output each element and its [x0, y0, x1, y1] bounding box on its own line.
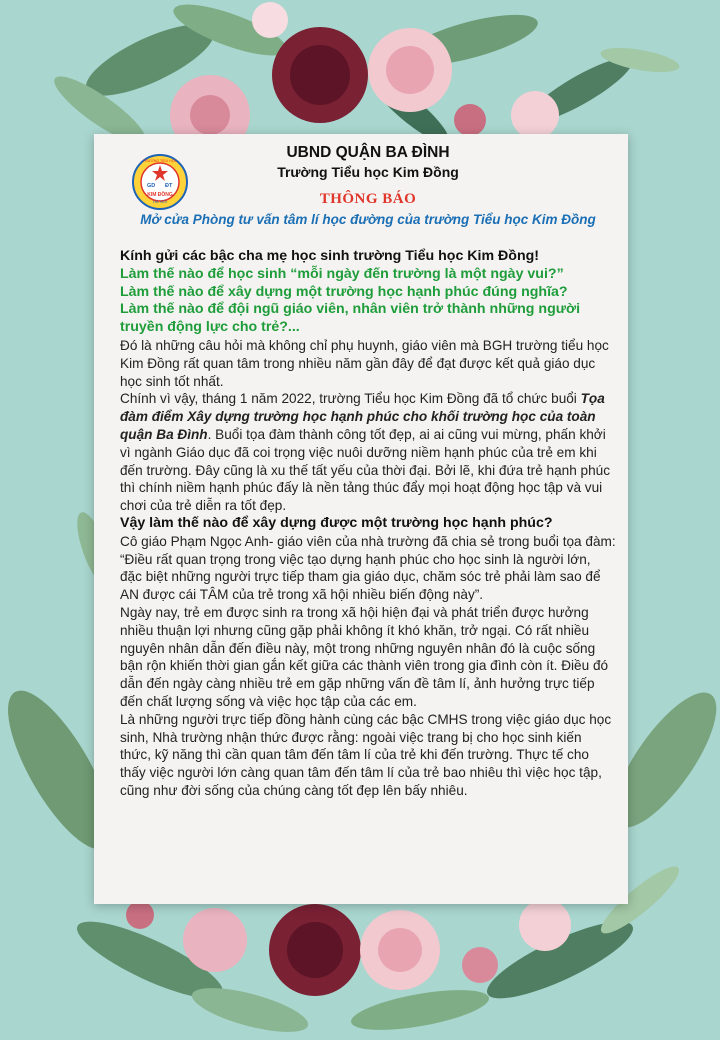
greeting: Kính gửi các bậc cha mẹ học sinh trường Tiểu học Kim Đồng!: [120, 248, 540, 264]
notice-label: THÔNG BÁO: [319, 191, 417, 207]
paragraph-4: Ngày nay, trẻ em được sinh ra trong xã hội hiện đại và phát triển được hưởng nhiều thuận lợi nhưng cũng gặp phải không ít khó khăn, trở ngại. Có rất nhiều nguyên nhân dẫn đến điều này, một trong những nguyên nhân đó là cuộc sống bận rộn khiến thời gian gắn kết giữa các thành viên trong gia đình còn ít. Điều đó dẫn đến ngày càng nhiều trẻ em gặp những vấn đề tâm lí, ảnh hưởng trực tiếp đến chất lượng sống và việc học tập của các em.: [120, 604, 609, 709]
logo-place-text: HÀ NỘI: [153, 199, 167, 204]
paragraph-5: Là những người trực tiếp đồng hành cùng các bậc CMHS trong việc giáo dục học sinh, Nhà trường nhận thức được rằng: ngoài việc trang bị cho học sinh kiến thức, kỹ năng thì cần quan tâm đến tâm lí của trẻ khi đến trường. Thực tế cho thấy việc người lớn càng quan tâm đến tâm lí của trẻ bao nhiêu thì việc học tập, cũng như đời sống của chúng càng tốt đẹp lên bấy nhiêu.: [120, 711, 612, 798]
question-1: Làm thế nào để học sinh “mỗi ngày đến trường là một ngày vui?”: [120, 265, 564, 282]
paragraph-2-end: . Buổi tọa đàm thành công tốt đẹp, ai ai cũng vui mừng, phấn khởi vì ngành Giáo dục đã coi trọng việc nuôi dưỡng niềm hạnh phúc của trẻ em khi đến trường. Đây cũng là xu thế tất yếu của thời đại. Bởi lẽ, khi đứa trẻ hạnh phúc thì chính niềm hạnh phúc đấy là nền tảng thúc đẩy mọi hoạt động học tập và vui chơi của trẻ diễn ra tốt đẹp.: [120, 426, 611, 514]
logo-right-letters: ĐT: [165, 183, 173, 189]
school-name: Trường Tiểu học Kim Đồng: [277, 164, 459, 180]
notice-subtitle: Mở cửa Phòng tư vấn tâm lí học đường của trường Tiểu học Kim Đồng: [140, 212, 596, 227]
paragraph-3: Cô giáo Phạm Ngọc Anh- giáo viên của nhà trường đã chia sẻ trong buổi tọa đàm: “Điều rất quan trọng trong việc tạo dựng hạnh phúc cho học sinh là người lớn, đặc biệt những người trực tiếp tham gia giáo dục, chăm sóc trẻ phải làm sao để AN được cái TÂM của trẻ trong xã hội nhiều biến động này”.: [120, 533, 616, 603]
question-2: Làm thế nào để xây dựng một trường học hạnh phúc đúng nghĩa?: [120, 283, 568, 300]
section-heading: Vậy làm thế nào để xây dựng được một trường học hạnh phúc?: [120, 514, 553, 531]
notice-header: [120, 144, 616, 248]
school-logo: [132, 154, 188, 210]
logo-top-text: TRƯỜNG TIỂU HỌC: [142, 159, 178, 163]
org-name: UBND QUẬN BA ĐÌNH: [286, 144, 450, 161]
notice-paper: [94, 134, 628, 904]
logo-left-letters: GD: [147, 183, 156, 189]
paragraph-2-start: Chính vì vậy, tháng 1 năm 2022, trường Tiểu học Kim Đồng đã tổ chức buổi: [120, 391, 581, 407]
logo-bottom-text: KIM ĐỒNG: [147, 192, 173, 198]
paragraph-2: [120, 390, 616, 515]
notice-body: [120, 248, 616, 800]
paragraph-1: Đó là những câu hỏi mà không chỉ phụ huynh, giáo viên mà BGH trường tiểu học Kim Đồng rất quan tâm trong nhiều năm gần đây để đạt được kết quả giáo dục học sinh tốt nhất.: [120, 337, 609, 389]
event-title: Tọa đàm điểm Xây dựng trường học hạnh phúc cho khối trường học của toàn quận Ba Đình: [120, 391, 605, 442]
question-3: Làm thế nào để đội ngũ giáo viên, nhân viên trở thành những người truyền động lực cho trẻ?...: [120, 301, 581, 336]
